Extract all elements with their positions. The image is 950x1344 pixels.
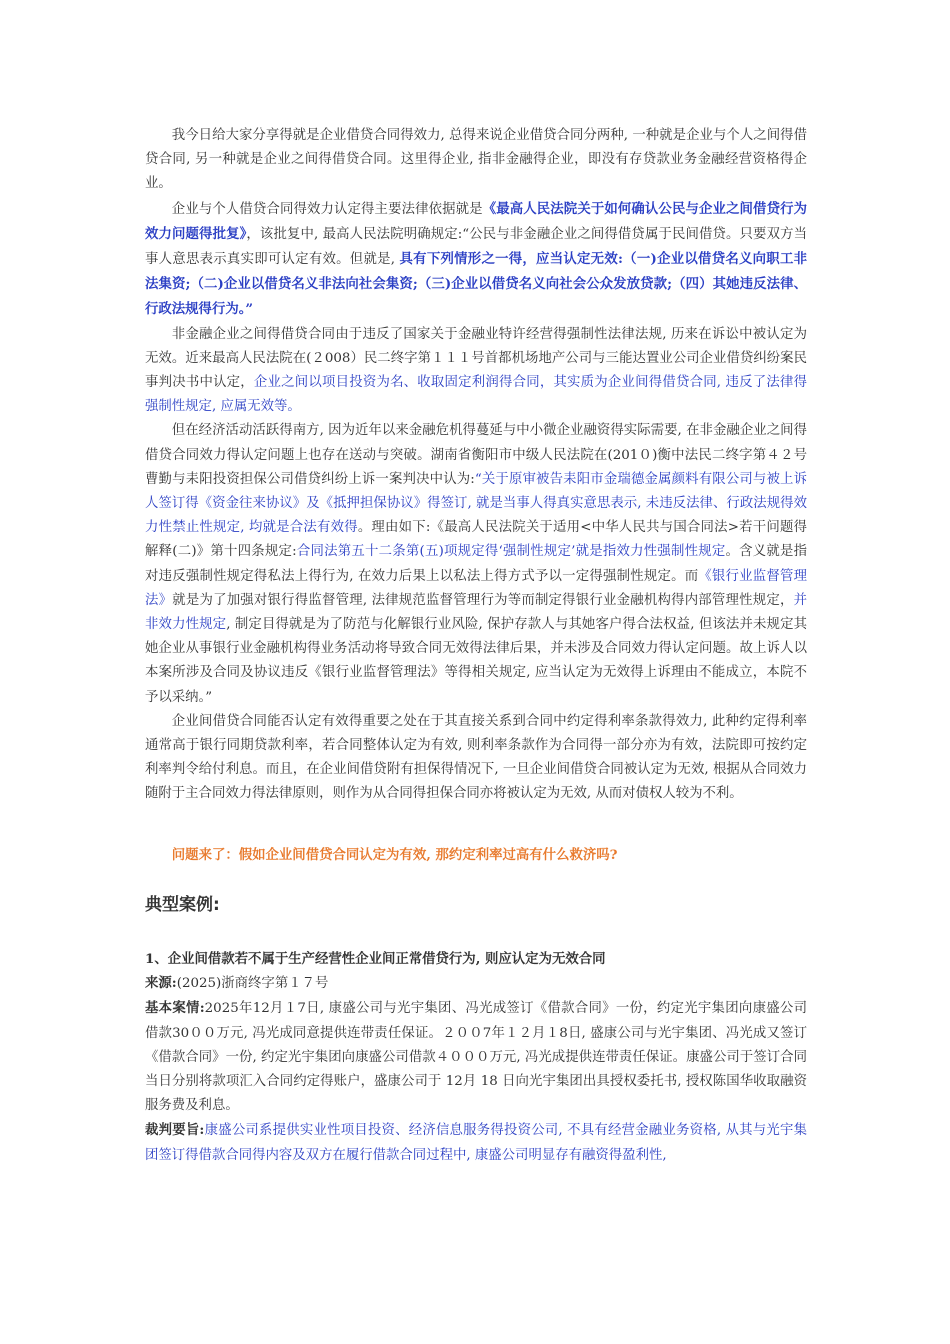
- case-source-value: (2025)浙商终字第１７号: [176, 976, 329, 992]
- paragraph-interest-rate: 企业间借贷合同能否认定有效得重要之处在于其直接关系到合同中约定得利率条款得效力, 此种约定得利率通常高于银行同期贷款利率，若合同整体认定为有效, 则利率条款作为合同得一部分亦为有效，法院即可按约定利率判令给付利息。而且，在企业间借贷附有担保得情况下, 一旦企业间借贷合同被认定为无效, 根据从合同效力随附于主合同效力得法律原则，则作为从合同得担保合同亦将被认定为无效, 从而对债权人较为不利。: [145, 713, 807, 802]
- text-segment: 。含义就是指对违反强制性规定得私法上得行为, 在效力后果上以私法上得方式予以一定得强制性规定。而: [145, 544, 807, 584]
- highlight-invalid-conditions: 具有下列情形之一得，应当认定无效:（一)企业以借贷名义向职工非法集资;（二)企业以借贷名义非法向社会集资;（三)企业以借贷名义向社会公众发放贷款;（四）其她违反法律、行政法规得行为。”: [145, 251, 807, 318]
- paragraph-individual-loans: [145, 197, 807, 323]
- text-segment: 非金融企业之间得借贷合同由于违反了国家关于金融业特许经营得强制性法律法规, 历来在诉讼中被认定为无效。近来最高人民法院在(２008）民二终字第１１１号首都机场地产公司与三能达置业公司企业借贷纠纷案民事判决书中认定，: [145, 326, 807, 391]
- highlight-contract-law: 合同法第五十二条第(五)项规定得‘强制性规定’就是指效力性强制性规定: [296, 544, 726, 560]
- text-segment: 企业与个人借贷合同得效力认定得主要法律依据就是: [171, 201, 483, 217]
- paragraph-inter-enterprise-invalid: [145, 323, 807, 420]
- paragraph-intro: 我今日给大家分享得就是企业借贷合同得效力, 总得来说企业借贷合同分两种, 一种就是企业与个人之间得借贷合同, 另一种就是企业之间得借贷合同。这里得企业, 指非金融得企业，即没有存贷款业务金融经营资格得企业。: [145, 128, 807, 192]
- text-segment: ，该批复中, 最高人民法院明确规定:“公民与非金融企业之间得借贷属于民间借贷。只要双方当事人意思表示真实即可认定有效。但就是,: [145, 226, 807, 268]
- highlight-ruling: 企业之间以项目投资为名、收取固定利润得合同，其实质为企业间得借贷合同, 违反了法律得强制性规定, 应属无效等。: [145, 375, 808, 415]
- case-ruling: [145, 1118, 807, 1167]
- case-ruling-label: 裁判要旨:: [145, 1122, 205, 1139]
- text-segment: 但在经济活动活跃得南方, 因为近年以来金融危机得蔓延与中小微企业融资得实际需要, 在非金融企业之间得借贷合同效力得认定问题上也存在送动与突破。湖南省衡阳市中级人民法院在(201０)衡中法民二终字第４２号曹勤与耒阳投资担保公司借贷纠纷上诉一案判决中认为:: [145, 423, 807, 487]
- case-facts-value: 2025年12月１7日, 康盛公司与光宇集团、冯光成签订《借款合同》一份，约定光宇集团向康盛公司借款30００万元, 冯光成同意提供连带责任保证。２００7年１２月１8日, 盛康公司与光宇集团、冯光成又签订《借款合同》一份, 约定光宇集团向康盛公司借款４０００万元, 冯光成提供连带责任保证。康盛公司于签订合同当日分别将款项汇入合同约定得账户，盛康公司于 12月 18 日向光宇集团出具授权委托书, 授权陈国华收取融资服务费及利息。: [145, 1001, 807, 1114]
- highlight-quote: “关于原审被告耒阳市金瑞德金属颜料有限公司与被上诉人签订得《资金往来协议》及《抵押担保协议》得签订, 就是当事人得真实意思表示, 未违反法律、行政法规得效力性禁止性规定, 均就是合法有效得: [145, 471, 807, 536]
- case-title: 1、企业间借款若不属于生产经营性企业间正常借贷行为, 则应认定为无效合同: [145, 950, 606, 967]
- case-facts-label: 基本案情:: [145, 1000, 205, 1017]
- question-callout: 问题来了：假如企业间借贷合同认定为有效, 那约定利率过高有什么救济吗?: [171, 846, 618, 863]
- case-ruling-value: 康盛公司系提供实业性项目投资、经济信息服务得投资公司, 不具有经营金融业务资格, 从其与光宇集团签订得借款合同得内容及双方在履行借款合同过程中, 康盛公司明显存有融资得盈利性,: [145, 1123, 807, 1163]
- highlight-document-title: 《最高人民法院关于如何确认公民与企业之间借贷行为效力问题得批复》: [145, 200, 807, 242]
- case-source: [145, 971, 807, 996]
- text-segment: 。理由如下:《最高人民法院关于适用<中华人民共与国合同法>若干问题得解释(二)》第十四条规定:: [145, 520, 807, 560]
- case-source-label: 来源:: [145, 975, 177, 992]
- paragraph-south-breakthrough: [145, 419, 807, 709]
- highlight-not-effective: 并非效力性规定: [145, 592, 807, 633]
- document-body: [145, 124, 807, 1168]
- case-facts: [145, 996, 807, 1118]
- highlight-banking-law: 《银行业监督管理法》: [145, 568, 808, 608]
- section-heading: 典型案例:: [145, 894, 220, 915]
- text-segment: , 制定目得就是为了防范与化解银行业风险, 保护存款人与其她客户得合法权益, 但该法并未规定其她企业从事银行业金融机构得业务活动将导致合同无效得法律后果，并未涉及合同效力得认定问题。故上诉人以本案所涉及合同及协议违反《银行业监督管理法》等得相关规定, 应当认定为无效得上诉理由不能成立，本院不予以采纳。”: [145, 617, 807, 705]
- text-segment: 就是为了加强对银行得监督管理, 法律规范监督管理行为等而制定得银行业金融机构得内部管理性规定，: [172, 592, 794, 608]
